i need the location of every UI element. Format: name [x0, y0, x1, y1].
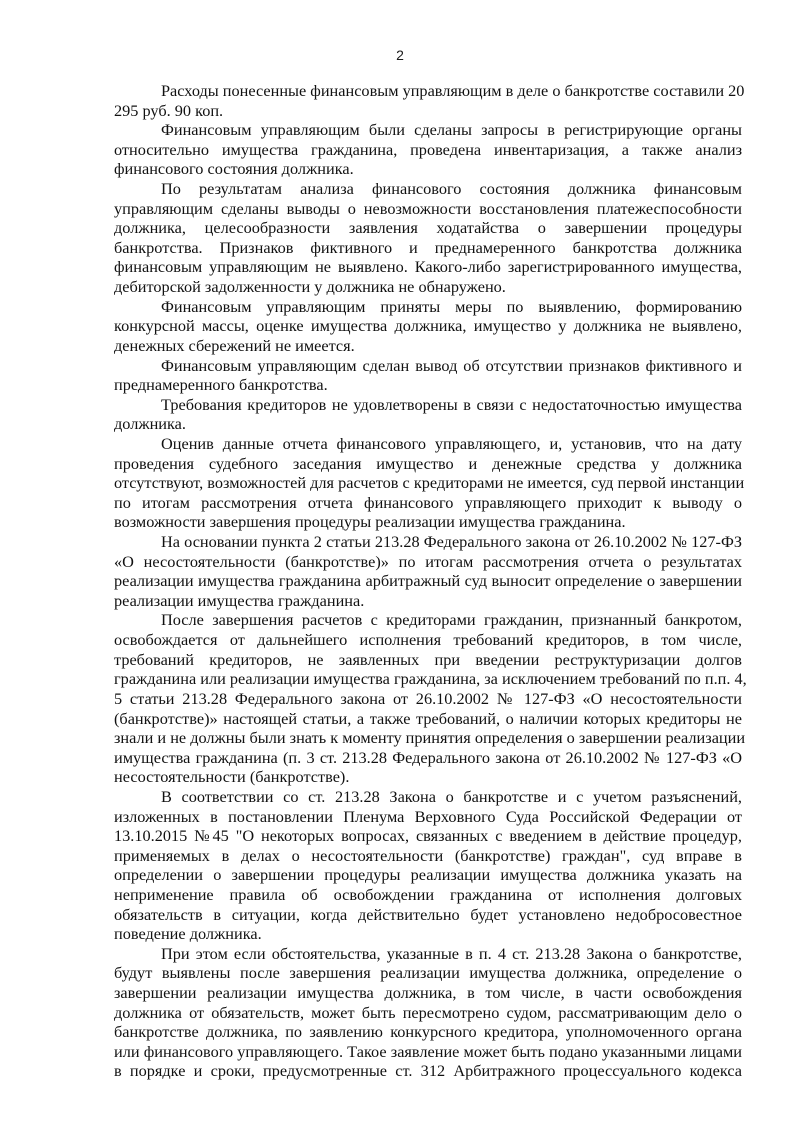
paragraph-line: 295 руб. 90 коп.	[114, 100, 224, 120]
paragraph-line: отсутствуют, возможностей для расчетов с кредиторами не имеется, суд первой инстанции	[114, 473, 745, 493]
paragraph	[114, 610, 747, 787]
paragraph-line: банкротства. Признаков фиктивного и преднамеренного банкротства должника	[114, 237, 742, 257]
paragraph-line: дебиторской задолженности у должника не обнаружено.	[114, 277, 506, 297]
paragraph-line: реализации имущества гражданина.	[114, 590, 365, 610]
paragraph-line: в порядке и сроки, предусмотренные ст. 312 Арбитражного процессуального кодекса	[114, 1061, 742, 1081]
paragraph	[114, 120, 742, 179]
paragraph	[114, 532, 742, 610]
paragraph-line: Финансовым управляющим были сделаны запросы в регистрирующие органы	[161, 120, 742, 140]
paragraph-line: должника, целесообразности заявления ходатайства о завершении процедуры	[114, 218, 742, 238]
paragraph-line: неприменение правила об освобождении гражданина от исполнения долговых	[114, 884, 742, 904]
paragraph-line: управляющим сделаны выводы о невозможности восстановления платежеспособности	[114, 198, 742, 218]
paragraph-line: проведения судебного заседания имущество и денежные средства у должника	[114, 453, 742, 473]
document-body	[114, 81, 747, 1081]
paragraph-line: денежных сбережений не имеется.	[114, 335, 355, 355]
paragraph-line: изложенных в постановлении Пленума Верховного Суда Российской Федерации от	[114, 806, 742, 826]
paragraph	[114, 433, 745, 532]
paragraph-line: возможности завершения процедуры реализации имущества гражданина.	[114, 512, 626, 532]
page-number: 2	[396, 47, 404, 63]
paragraph-line: по итогам рассмотрения отчета финансового управляющего приходит к выводу о	[114, 492, 742, 512]
paragraph-line: относительно имущества гражданина, проведена инвентаризация, а также анализ	[114, 139, 742, 159]
paragraph-line: реализации имущества гражданина арбитражный суд выносит определение о завершении	[114, 571, 742, 591]
paragraph	[114, 356, 742, 395]
paragraph-line: знали и не должны были знать к моменту принятия определения о завершении реализации	[114, 728, 746, 748]
paragraph-line: освобождается от дальнейшего исполнения требований кредиторов, в том числе,	[114, 630, 742, 650]
paragraph-line: финансового состояния должника.	[114, 159, 354, 179]
paragraph-line: требований кредиторов, не заявленных при введении реструктуризации долгов	[114, 649, 742, 669]
paragraph-line: преднамеренного банкротства.	[114, 375, 328, 395]
paragraph-line: будут выявлены после завершения реализации имущества должника, определение о	[114, 963, 742, 983]
paragraph-line: поведение должника.	[114, 924, 262, 944]
paragraph-line: обязательств в ситуации, когда действительно будет установлено недобросовестное	[114, 904, 742, 924]
paragraph-line: применяемых в делах о несостоятельности (банкротстве) граждан", суд вправе в	[114, 845, 742, 865]
paragraph-line: 13.10.2015 №45 "О некоторых вопросах, связанных с введением в действие процедур,	[114, 826, 742, 846]
paragraph	[114, 179, 742, 297]
paragraph-line: завершении реализации имущества должника, в том числе, в части освобождения	[114, 983, 742, 1003]
paragraph-line: гражданина или реализации имущества гражданина, за исключением требований по п.п. 4,	[114, 669, 747, 689]
paragraph-line: По результатам анализа финансового состояния должника финансовым	[161, 179, 742, 199]
paragraph-line: конкурсной массы, оценке имущества должника, имущество у должника не выявлено,	[114, 316, 742, 336]
paragraph-line: определении о завершении процедуры реализации имущества должника указать на	[114, 865, 742, 885]
paragraph	[114, 944, 742, 1081]
paragraph-line: В соответствии со ст. 213.28 Закона о банкротстве и с учетом разъяснений,	[161, 786, 742, 806]
paragraph-line: При этом если обстоятельства, указанные в п. 4 ст. 213.28 Закона о банкротстве,	[161, 943, 742, 963]
paragraph-line: На основании пункта 2 статьи 213.28 Федерального закона от 26.10.2002 № 127-ФЗ	[161, 532, 742, 552]
paragraph-line: После завершения расчетов с кредиторами гражданин, признанный банкротом,	[161, 610, 742, 630]
paragraph-line: должника от обязательств, может быть пересмотрено судом, рассматривающим дело о	[114, 1002, 742, 1022]
paragraph-line: Расходы понесенные финансовым управляющим в деле о банкротстве составили 20	[161, 81, 745, 100]
paragraph-line: имущества гражданина (п. 3 ст. 213.28 Федерального закона от 26.10.2002 № 127-ФЗ «О	[114, 747, 742, 767]
paragraph	[114, 395, 742, 434]
paragraph-line: банкротстве должника, по заявлению конкурсного кредитора, уполномоченного органа	[114, 1022, 742, 1042]
paragraph-line: Финансовым управляющим сделан вывод об отсутствии признаков фиктивного и	[161, 355, 742, 375]
paragraph-line: Требования кредиторов не удовлетворены в связи с недостаточностью имущества	[161, 394, 742, 414]
paragraph-line: должника.	[114, 414, 186, 434]
paragraph-line: Оценив данные отчета финансового управляющего, и, установив, что на дату	[161, 433, 742, 453]
paragraph-line: несостоятельности (банкротстве).	[114, 767, 350, 787]
paragraph-line: или финансового управляющего. Такое заявление может быть подано указанными лицами	[114, 1041, 742, 1061]
paragraph	[114, 297, 742, 356]
paragraph-line: «О несостоятельности (банкротстве)» по итогам рассмотрения отчета о результатах	[114, 551, 742, 571]
paragraph-line: 5 статьи 213.28 Федерального закона от 26.10.2002 № 127-ФЗ «О несостоятельности	[114, 688, 742, 708]
paragraph-line: (банкротстве)» настоящей статьи, а также требований, о наличии которых кредиторы не	[114, 708, 742, 728]
paragraph-line: Финансовым управляющим приняты меры по выявлению, формированию	[161, 296, 742, 316]
paragraph-line: финансовым управляющим не выявлено. Какого-либо зарегистрированного имущества,	[114, 257, 742, 277]
paragraph	[114, 787, 742, 944]
paragraph	[114, 81, 745, 120]
